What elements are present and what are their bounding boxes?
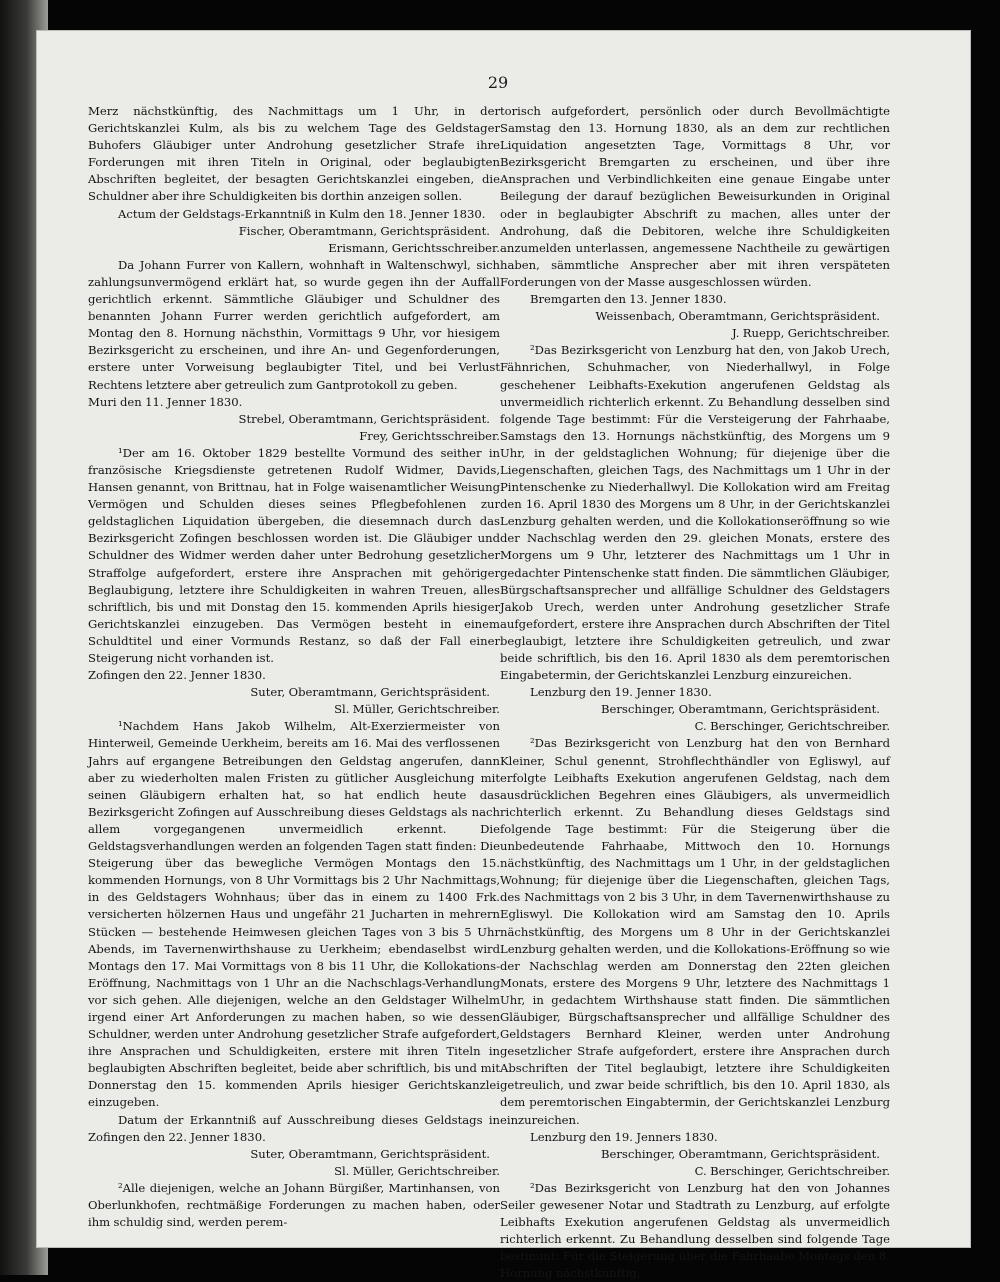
paragraph: Fischer, Oberamtmann, Gerichtspräsident. [238,223,490,238]
paragraph: ²Das Bezirksgericht von Lenzburg hat den von Bernhard Kleiner, Schul genennt, Strohflechthändler von Egliswyl, auf erfolgte Leibhafts Exekution angerufenen Geldstag, nach dem ausdrücklichen Begehren eines Gläubigers, als unvermeidlich richterlich erkennt. Zu Behandlung dieses Geldstags sind folgende Tage bestimmt: Für die Steigerung über die unbedeutende Fahrhaabe, Mittwoch den 10. Hornungs nächstkünftig, des Nachmittags um 1 Uhr, in der geldstaglichen Wohnung; für diejenige über die Liegenschaften, gleichen Tags, des Nachmittags von 2 bis 3 Uhr, in dem Tavernenwirthshause zu Egliswyl. Die Kollokation wird am Samstag den 10. Aprils nächstkünftig, des Morgens um 8 Uhr in der Gerichtskanzlei Lenzburg gehalten werden, und die Kollokations-Eröffnung so wie der Nachschlag werden am Donnerstag den 22ten gleichen Monats, erstere des Morgens 9 Uhr, letztere des Nachmittags 1 Uhr, in gedachtem Wirthshause statt finden. Die sämmtlichen Gläubiger, Bürgschaftsansprecher und allfällige Schuldner des Geldstagers Bernhard Kleiner, werden unter Androhung gesetzlicher Strafe aufgefordert, erstere ihre Ansprachen durch Abschriften der Titel beglaubigt, letztere ihre Schuldigkeiten getreulich, und zwar beide schriftlich, bis den 10. April 1830, als dem peremtorischen Eingabtermin, der Gerichtskanzlei Lenzburg einzureichen. [500,736,890,1127]
paragraph: Frey, Gerichtsschreiber. [359,428,500,443]
paragraph: Lenzburg den 19. Jenner 1830. [530,685,712,700]
paragraph: ²Das Bezirksgericht von Lenzburg hat den, von Jakob Urech, Fähnrichen, Schuhmacher, von Niederhallwyl, in Folge geschehener Leibhafts-Exekution angerufenen Geldstag als unvermeidlich richterlich erkennt. Zu Behandlung desselben sind folgende Tage bestimmt: Für die Versteigerung der Fahrhaabe, Samstags den 13. Hornungs nächstkünftig, des Morgens um 9 Uhr, in der geldstaglichen Wohnung; für diejenige über die Liegenschaften, gleichen Tags, des Nachmittags um 1 Uhr in der Pintenschenke zu Niederhallwyl. Die Kollokation wird am Freitag den 16. April 1830 des Morgens um 8 Uhr, in der Gerichtskanzlei Lenzburg gehalten werden, und die Kollokationseröffnung so wie der Nachschlag werden den 29. gleichen Monats, erstere des Morgens um 9 Uhr, letzterer des Nachmittags um 1 Uhr in gedachter Pintenschenke statt finden. Die sämmtlichen Gläubiger, Bürgschaftsansprecher und allfällige Schuldner des Geldstagers Jakob Urech, werden unter Androhung gesetzlicher Strafe aufgefordert, erstere ihre Ansprachen durch Abschriften der Titel beglaubigt, letztere ihre Schuldigkeiten getreulich, und zwar beide schriftlich, bis den 16. April 1830 als dem peremtorischen Eingabetermin, der Gerichtskanzlei Lenzburg einzureichen. [500,343,890,683]
paragraph: J. Ruepp, Gerichtschreiber. [731,326,890,341]
paragraph: Erismann, Gerichtsschreiber. [328,240,500,255]
paragraph: torisch aufgefordert, persönlich oder durch Bevollmächtigte Samstag den 13. Hornung 1830, als an dem zur rechtlichen Liquidation angesetzten Tage, Vormittags 8 Uhr, vor Bezirksgericht Bremgarten zu erscheinen, und über ihre Ansprachen und Verbindlichkeiten eine genaue Eingabe unter Beilegung der darauf bezüglichen Beweisurkunden in Original oder in beglaubigter Abschrift zu machen, alles unter der Androhung, daß die Debitoren, welche ihre Schuldigkeiten anzumelden unterlassen, angemessene Nachtheile zu gewärtigen haben, sämmtliche Ansprecher aber mit ihren verspäteten Forderungen von der Masse ausgeschlossen würden. [500,104,890,289]
paragraph: Actum der Geldstags-Erkanntniß in Kulm den 18. Jenner 1830. [118,206,486,221]
paragraph: Sl. Müller, Gerichtschreiber. [334,1163,500,1178]
paragraph: Sl. Müller, Gerichtschreiber. [334,702,500,717]
paragraph: Strebel, Oberamtmann, Gerichtspräsident. [238,411,490,426]
paragraph: Suter, Oberamtmann, Gerichtspräsident. [250,685,490,700]
right-column [500,103,890,1282]
paragraph: Berschinger, Oberamtmann, Gerichtspräsident. [600,1146,880,1161]
paragraph: Suter, Oberamtmann, Gerichtspräsident. [250,1146,490,1161]
left-column [88,103,500,1231]
paragraph: ¹Nachdem Hans Jakob Wilhelm, Alt-Exerziermeister von Hinterweil, Gemeinde Uerkheim, bereits am 16. Mai des verflossenen Jahrs auf ergangene Betreibungen den Geldstag angerufen, dann aber zu wiederholten malen Fristen zu gütlicher Ausgleichung mit seinen Gläubigern erhalten hat, so hat endlich heute das Bezirksgericht Zofingen auf Ausschreibung dieses Geldstags als nach allem vorgegangenen unvermeidlich erkennt. Die Geldstagsverhandlungen werden an folgenden Tagen statt finden: Die Steigerung über das bewegliche Vermögen Montags den 15. kommenden Hornungs, von 8 Uhr Vormittags bis 2 Uhr Nachmittags, in des Geldstagers Wohnhaus; über das in einem zu 1400 Frk. versicherten hölzernen Haus und ungefähr 21 Jucharten in mehrern Stücken — bestehende Heimwesen gleichen Tages von 3 bis 5 Uhr Abends, im Tavernenwirthshause zu Uerkheim; ebendaselbst wird Montags den 17. Mai Vormittags von 8 bis 11 Uhr, die Kollokations-Eröffnung, Nachmittags von 1 Uhr an die Nachschlags-Verhandlung vor sich gehen. Alle diejenigen, welche an den Geldstager Wilhelm irgend einer Art Anforderungen zu machen haben, so wie dessen Schuldner, werden unter Androhung gesetzlicher Strafe aufgefordert, ihre Ansprachen und Schuldigkeiten, erstere mit ihren Titeln in beglaubigten Abschriften begleitet, beide aber schriftlich, bis und mit Donnerstag den 15. kommenden Aprils hiesiger Gerichtskanzlei einzugeben. [88,719,500,1110]
paragraph: ¹Der am 16. Oktober 1829 bestellte Vormund des seither in französische Kriegsdienste getretenen Rudolf Widmer, Davids, Hansen genannt, von Brittnau, hat in Folge waisenamtlicher Weisung Vermögen und Schulden dieses seines Pflegbefohlenen zur geldstaglichen Liquidation übergeben, die diesemnach durch das Bezirksgericht Zofingen beschlossen worden ist. Die Gläubiger und Schuldner des Widmer werden daher unter Bedrohung gesetzlicher Straffolge aufgefordert, erstere ihre Ansprachen mit gehöriger Beglaubigung, letztere ihre Schuldigkeiten in wahren Treuen, alles schriftlich, bis und mit Donstag den 15. kommenden Aprils hiesiger Gerichtskanzlei einzugeben. Das Vermögen besteht in einem Schuldtitel und einer Vormunds Restanz, so daß der Fall einer Steigerung nicht vorhanden ist. [88,445,500,665]
paragraph: Da Johann Furrer von Kallern, wohnhaft in Waltenschwyl, sich zahlungsunvermögend erklärt hat, so wurde gegen ihn der Auffall gerichtlich erkennt. Sämmtliche Gläubiger und Schuldner des benannten Johann Furrer werden gerichtlich aufgefordert, am Montag den 8. Hornung nächsthin, Vormittags 9 Uhr, vor hiesigem Bezirksgericht zu erscheinen, und ihre An- und Gegenforderungen, erstere unter Vorweisung beglaubigter Titel, und bei Verlust Rechtens letztere aber getreulich zum Gantprotokoll zu geben. [88,257,500,392]
paragraph: Muri den 11. Jenner 1830. [88,394,243,409]
paragraph: Weissenbach, Oberamtmann, Gerichtspräsident. [595,309,880,324]
paragraph: C. Berschinger, Gerichtschreiber. [694,719,890,734]
paragraph: Lenzburg den 19. Jenners 1830. [530,1129,718,1144]
paragraph: Bremgarten den 13. Jenner 1830. [530,292,727,307]
paragraph: ²Alle diejenigen, welche an Johann Bürgißer, Martinhansen, von Oberlunkhofen, rechtmäßige Forderungen zu machen haben, oder ihm schuldig sind, werden perem- [88,1180,500,1230]
paragraph: Berschinger, Oberamtmann, Gerichtspräsident. [600,702,880,717]
paragraph: Merz nächstkünftig, des Nachmittags um 1 Uhr, in der Gerichtskanzlei Kulm, als bis zu welchem Tage des Geldstager Buhofers Gläubiger unter Androhung gesetzlicher Strafe ihre Forderungen mit ihren Titeln in Original, oder beglaubigten Abschriften begleitet, der besagten Gerichtskanzlei eingeben, die Schuldner aber ihre Schuldigkeiten bis dorthin anzeigen sollen. [88,104,500,204]
paragraph: Datum der Erkanntniß auf Ausschreibung dieses Geldstags in Zofingen den 22. Jenner 1830. [88,1112,500,1144]
paragraph: ²Das Bezirksgericht von Lenzburg hat den von Johannes Seiler gewesener Notar und Stadtrath zu Lenzburg, auf erfolgte Leibhafts Exekution angerufenen Geldstag als unvermeidlich richterlich erkennt. Zu Behandlung desselben sind folgende Tage bestimmt: Für die Steigerung über die Fahrhaabe Montags den 8. Hornung nächstkünftig, [500,1180,890,1281]
paragraph: C. Berschinger, Gerichtschreiber. [694,1163,890,1178]
paragraph: Zofingen den 22. Jenner 1830. [88,668,266,683]
page-number: 29 [487,73,509,92]
